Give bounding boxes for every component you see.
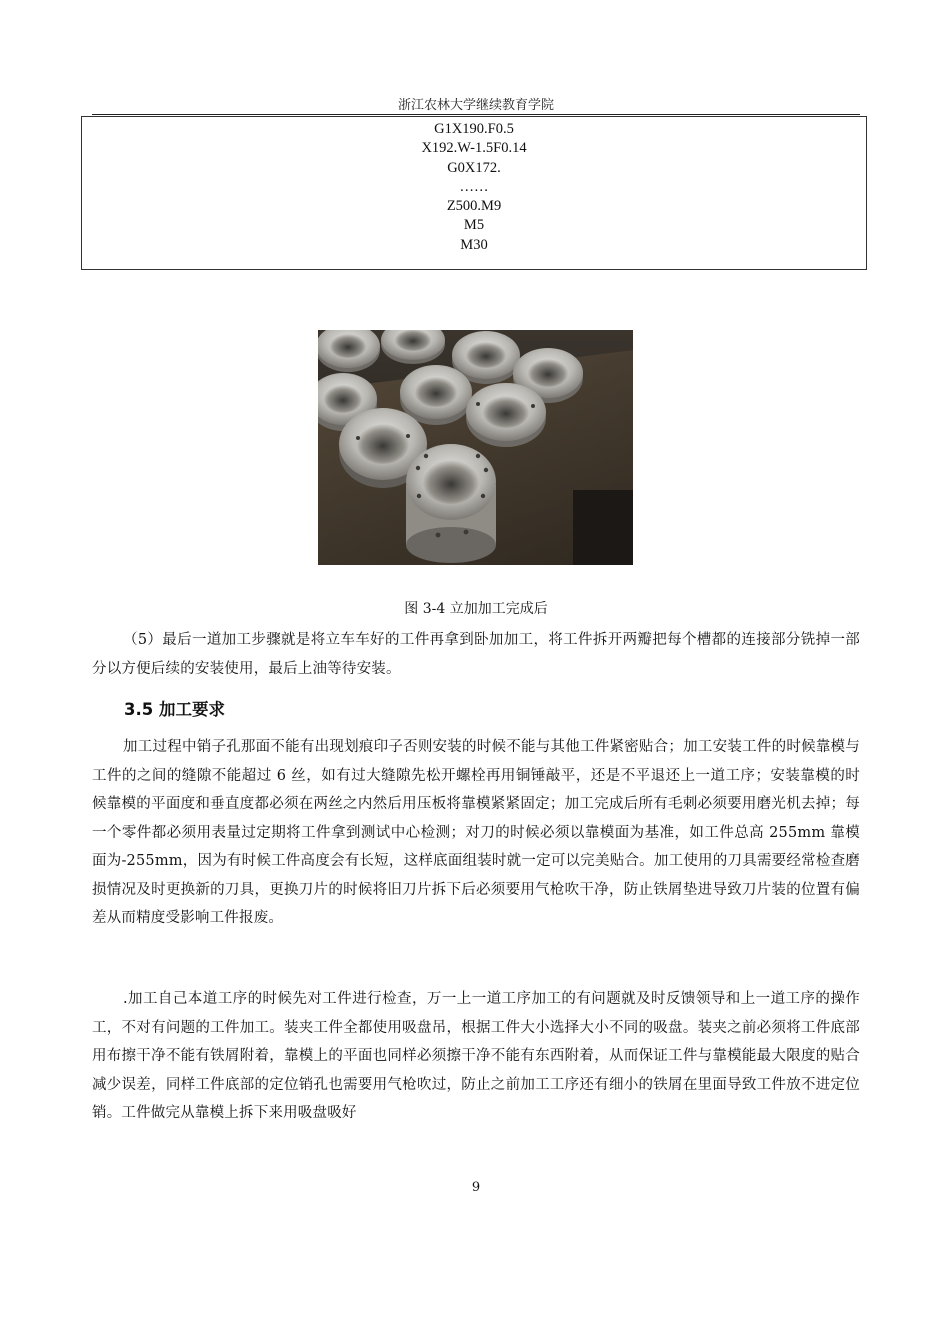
paragraph-step-5: （5）最后一道加工步骤就是将立车车好的工件再拿到卧加加工，将工件拆开两瓣把每个槽都的连接部分铣掉一部分以方便后续的安装使用，最后上油等待安装。 [92, 632, 860, 677]
code-line: G0X172. [447, 159, 501, 176]
machined-rings-illustration [318, 330, 633, 565]
workpieces-photo [318, 330, 633, 565]
code-line: X192.W-1.5F0.14 [421, 140, 527, 157]
code-line: M5 [463, 217, 485, 234]
code-line: Z500.M9 [446, 198, 502, 215]
paragraph-process: .加工自己本道工序的时候先对工件进行检查，万一上一道工序加工的有问题就及时反馈领导和上一道工序的操作工，不对有问题的工件加工。装夹工件全都使用吸盘吊，根据工件大小选择大小不同的吸盘。装夹之前必须将工件底部用布擦干净不能有铁屑附着，靠模上的平面也同样必须擦干净不能有东西附着，从而保证工件与靠模能最大限度的贴合减少误差，同样工件底部的定位销孔也需要用气枪吹过，防止之前加工工序还有细小的铁屑在里面导致工件放不进定位销。工件做完从靠模上拆下来用吸盘吸好 [92, 991, 860, 1121]
paragraph-requirements: 加工过程中销子孔那面不能有出现划痕印子否则安装的时候不能与其他工件紧密贴合；加工安装工件的时候靠模与工件的之间的缝隙不能超过 6 丝，如有过大缝隙先松开螺栓再用铜锤敲平，还是不平退还上一道工序；安装靠模的时候靠模的平面度和垂直度都必须在两丝之内然后用压板将靠模紧紧固定；加工完成后所有毛刺必须要用磨光机去掉；每一个零件都必须用表量过定期将工件拿到测试中心检测；对刀的时候必须以靠模面为基准，如工件总高 255mm 靠模面为-255mm，因为有时候工件高度会有长短，这样底面组装时就一定可以完美贴合。加工使用的刀具需要经常检查磨损情况及时更换新的刀具，更换刀片的时候将旧刀片拆下后必须要用气枪吹干净，防止铁屑垫进导致刀片装的位置有偏差从而精度受影响工件报废。 [92, 739, 860, 926]
page-number: 9 [471, 1180, 481, 1195]
page-header: 浙江农林大学继续教育学院 [397, 98, 554, 113]
code-line: …… [459, 178, 489, 195]
figure-caption: 图 3-4 立加加工完成后 [404, 601, 548, 617]
code-line: G1X190.F0.5 [434, 121, 514, 137]
gcode-listing [81, 116, 867, 270]
code-line: M30 [460, 236, 488, 253]
header-divider [92, 114, 860, 115]
section-heading: 3.5 加工要求 [124, 700, 225, 719]
